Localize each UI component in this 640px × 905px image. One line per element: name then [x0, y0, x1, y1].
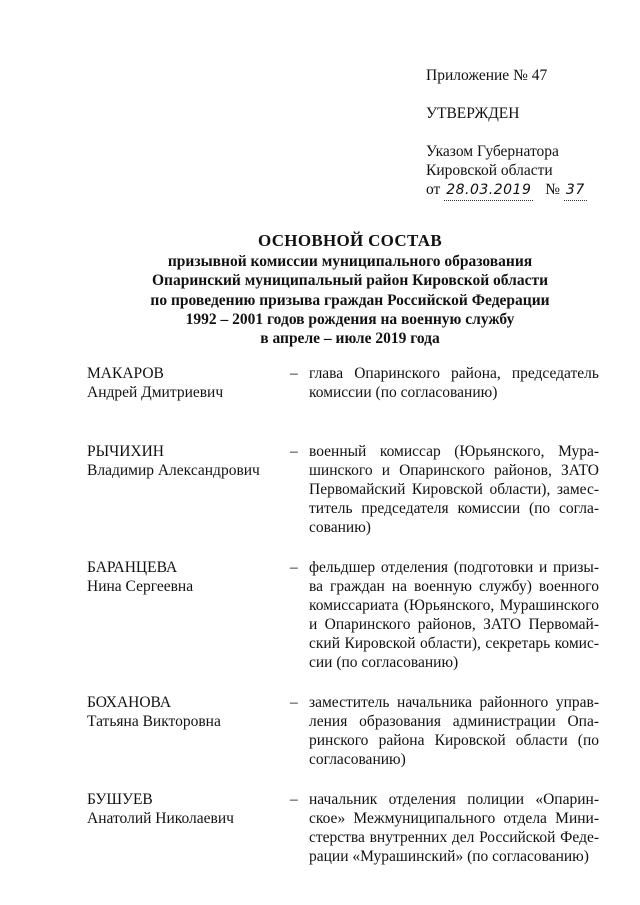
role-line: ления образования администрации Опа-	[309, 713, 599, 730]
role-line: согласованию)	[309, 751, 406, 768]
date-prefix: от	[426, 181, 441, 198]
member-entry	[87, 442, 599, 537]
role-line: рации «Мурашинский» (по согласованию)	[309, 848, 589, 865]
handwritten-date: 28.03.2019	[444, 181, 533, 201]
decree-line-2: Кировской области	[426, 162, 553, 179]
approval-header	[426, 66, 626, 201]
role-line: военный комиссар (Юрьянского, Мура-	[309, 443, 599, 460]
number-label: №	[545, 181, 561, 198]
role-line: ринского района Кировской области (по	[309, 732, 599, 749]
role-line: стерства внутренних дел Российской Феде-	[309, 829, 599, 846]
member-given-names: Татьяна Викторовна	[87, 713, 221, 730]
member-name	[87, 693, 287, 731]
member-name	[87, 558, 287, 596]
role-line: фельдшер отделения (подготовки и призы-	[309, 559, 599, 576]
title-line: 1992 – 2001 годов рождения на военную службу	[185, 310, 515, 328]
member-dash: –	[290, 694, 298, 711]
approved-label: УТВЕРЖДЕН	[426, 105, 520, 122]
role-line: комиссии (по согласованию)	[309, 384, 498, 401]
role-line: шинского и Опаринского районов, ЗАТО	[309, 462, 599, 479]
member-given-names: Андрей Дмитриевич	[87, 384, 224, 401]
member-given-names: Владимир Александрович	[87, 462, 260, 479]
member-role	[309, 364, 599, 402]
role-line: начальник отделения полиции «Опарин-	[309, 791, 599, 808]
member-role	[309, 693, 599, 769]
member-dash: –	[290, 365, 298, 382]
title-line: в апреле – июле 2019 года	[260, 330, 440, 348]
member-entry	[87, 790, 599, 866]
member-role	[309, 442, 599, 537]
member-name	[87, 790, 287, 828]
member-role	[309, 790, 599, 866]
member-entry	[87, 364, 599, 402]
role-line: ва граждан на военную службу) военного	[309, 578, 599, 595]
member-given-names: Нина Сергеевна	[87, 578, 194, 595]
title-line: Опаринский муниципальный район Кировской области	[151, 272, 549, 290]
decree-line-1: Указом Губернатора	[426, 143, 559, 160]
role-line: ский Кировской области), секретарь комис-	[309, 635, 599, 652]
role-line: заместитель начальника районного управ-	[309, 694, 599, 711]
member-surname: РЫЧИХИН	[87, 443, 164, 460]
role-line: титель председателя комиссии (по согла-	[309, 500, 599, 517]
role-line: и Опаринского районов, ЗАТО Первомай-	[309, 616, 599, 633]
role-line: комиссариата (Юрьянского, Мурашинского	[309, 597, 599, 614]
appendix-label: Приложение № 47	[426, 67, 548, 84]
member-name	[87, 442, 287, 480]
member-role	[309, 558, 599, 672]
title-line: по проведению призыва граждан Российской Федерации	[150, 291, 550, 309]
member-entry	[87, 693, 599, 769]
member-surname: МАКАРОВ	[87, 365, 164, 382]
role-line: ское» Межмуниципального отдела Мини-	[309, 810, 599, 827]
handwritten-number: 37	[564, 181, 587, 201]
member-given-names: Анатолий Николаевич	[87, 810, 234, 827]
role-line: сии (по согласованию)	[309, 654, 459, 671]
member-surname: БОХАНОВА	[87, 694, 172, 711]
title-line: призывной комиссии муниципального образования	[167, 253, 533, 270]
member-surname: БАРАНЦЕВА	[87, 559, 178, 576]
role-line: сованию)	[309, 519, 371, 536]
role-line: Первомайский Кировской области), замес-	[309, 481, 599, 498]
document-title	[100, 230, 600, 348]
member-dash: –	[290, 791, 298, 808]
members-list	[87, 364, 599, 866]
member-name	[87, 364, 287, 402]
main-title: ОСНОВНОЙ СОСТАВ	[257, 231, 442, 250]
member-surname: БУШУЕВ	[87, 791, 153, 808]
member-dash: –	[290, 443, 298, 460]
decree-date-line	[426, 180, 626, 201]
role-line: глава Опаринского района, председатель	[309, 365, 599, 382]
member-entry	[87, 558, 599, 672]
member-dash: –	[290, 559, 298, 576]
